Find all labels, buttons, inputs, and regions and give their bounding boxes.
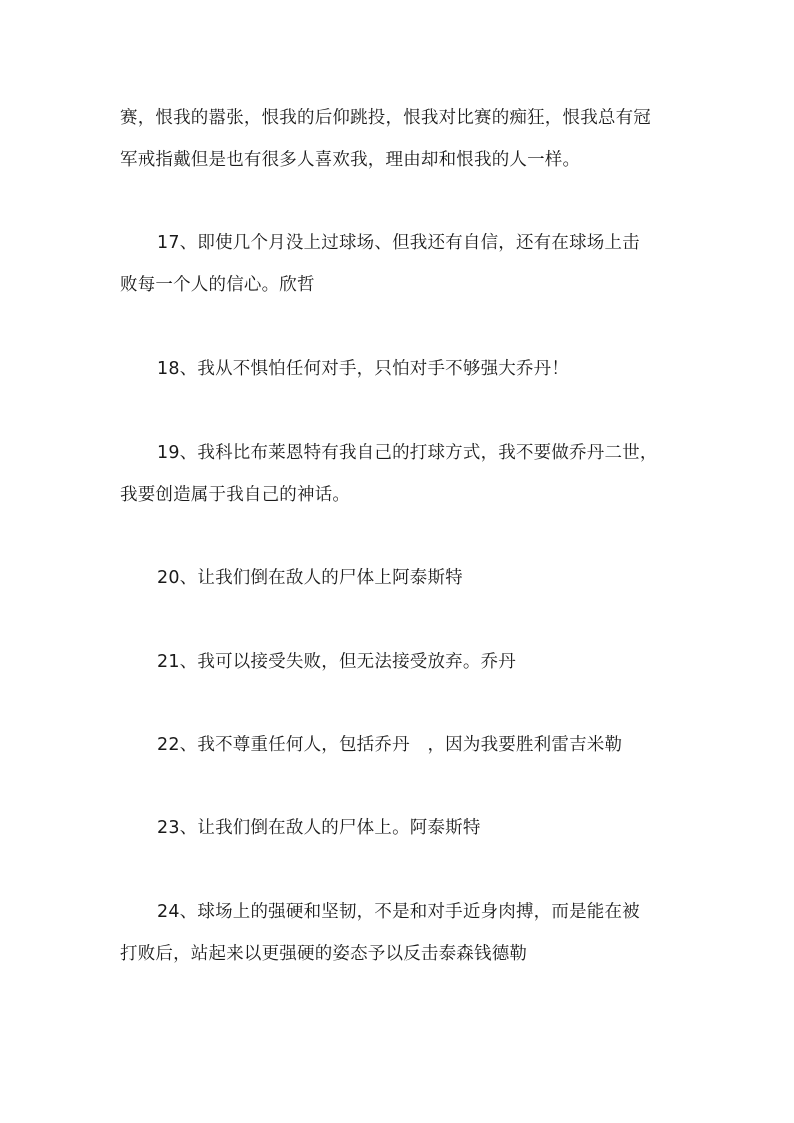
entry-22-line-1: 22、我不尊重任何人，包括乔丹 ，因为我要胜利雷吉米勒 [157,735,623,755]
entry-24-line-1: 24、球场上的强硬和坚韧，不是和对手近身肉搏，而是能在被 [157,902,640,922]
entry-19-line-1: 19、我科比布莱恩特有我自己的打球方式，我不要做乔丹二世， [157,443,658,463]
entry-16-line-2: 军戒指戴但是也有很多人喜欢我，理由却和恨我的人一样。 [120,150,581,170]
entry-17-line-1: 17、即使几个月没上过球场、但我还有自信，还有在球场上击 [157,233,640,253]
entry-20-line-1: 20、让我们倒在敌人的尸体上阿泰斯特 [157,568,463,588]
entry-21-line-1: 21、我可以接受失败，但无法接受放弃。乔丹 [157,652,516,672]
entry-17-line-2: 败每一个人的信心。欣哲 [120,275,315,295]
entry-19-line-2: 我要创造属于我自己的神话。 [120,485,351,505]
entry-18-line-1: 18、我从不惧怕任何对手，只怕对手不够强大乔丹！ [157,359,570,379]
entry-16-line-1: 赛，恨我的嚣张，恨我的后仰跳投，恨我对比赛的痴狂，恨我总有冠 [120,108,651,128]
entry-24-line-2: 打败后，站起来以更强硬的姿态予以反击泰森钱德勒 [120,944,528,964]
entry-23-line-1: 23、让我们倒在敌人的尸体上。阿泰斯特 [157,818,481,838]
